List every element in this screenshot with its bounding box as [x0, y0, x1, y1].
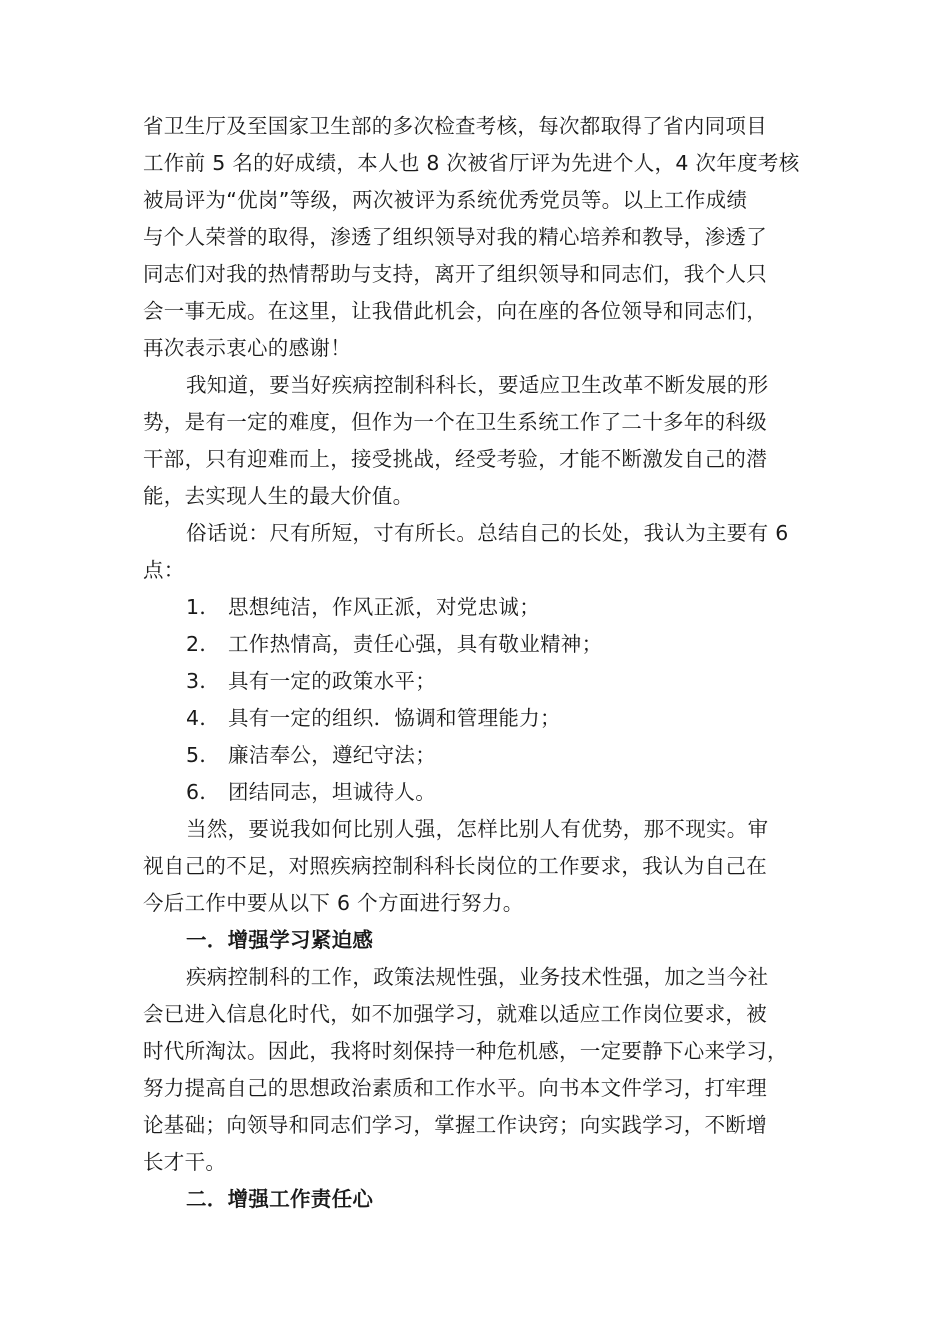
text-line: 长才干。 [143, 1150, 227, 1174]
list-item-number: 3． [186, 669, 221, 693]
list-item [143, 589, 813, 626]
list-item-text: 团结同志，坦诚待人。 [228, 780, 436, 804]
text-line: 疾病控制科的工作，政策法规性强，业务技术性强，加之当今社 [186, 965, 769, 989]
text-line: 干部，只有迎难而上，接受挑战，经受考验，才能不断激发自己的潜 [143, 447, 767, 471]
paragraph-strengths-intro [143, 515, 813, 589]
list-item-text: 具有一定的组织．恊调和管理能力； [228, 706, 561, 730]
text-line: 势，是有一定的难度，但作为一个在卫生系统工作了二十多年的科级 [143, 410, 767, 434]
section-heading-2: 二．增强工作责任心 [186, 1187, 374, 1211]
text-line: 再次表示衷心的感谢！ [143, 336, 351, 360]
list-item [143, 700, 813, 737]
text-line: 努力提高自己的思想政治素质和工作水平。向书本文件学习，打牢理 [143, 1076, 767, 1100]
list-item-number: 4． [186, 706, 221, 730]
list-item [143, 737, 813, 774]
text-line: 会一事无成。在这里，让我借此机会，向在座的各位领导和同志们， [143, 299, 767, 323]
list-item-number: 2． [186, 632, 221, 656]
list-item-number: 5． [186, 743, 221, 767]
list-item-text: 工作热情高，责任心强，具有敬业精神； [228, 632, 603, 656]
list-item-number: 6． [186, 780, 221, 804]
paragraph-learning [143, 959, 813, 1181]
text-line: 点： [143, 558, 185, 582]
list-item-text: 思想纯洁，作风正派，对党忠诚； [228, 595, 540, 619]
list-item [143, 626, 813, 663]
strengths-list [143, 589, 813, 811]
text-line: 同志们对我的热情帮助与支持，离开了组织领导和同志们，我个人只 [143, 262, 767, 286]
text-line: 我知道，要当好疾病控制科科长，要适应卫生改革不断发展的形 [186, 373, 769, 397]
text-line: 被局评为“优岗”等级，两次被评为系统优秀党员等。以上工作成绩 [143, 188, 748, 212]
text-line: 论基础；向领导和同志们学习，掌握工作诀窍；向实践学习，不断增 [143, 1113, 767, 1137]
text-line: 会已进入信息化时代，如不加强学习，就难以适应工作岗位要求，被 [143, 1002, 767, 1026]
list-item [143, 774, 813, 811]
list-item-number: 1． [186, 595, 221, 619]
document-page [143, 108, 813, 1218]
paragraph-improvement-intro [143, 811, 813, 922]
paragraph-achievements [143, 108, 813, 367]
text-line: 视自己的不足，对照疾病控制科科长岗位的工作要求，我认为自己在 [143, 854, 767, 878]
list-item-text: 廉洁奉公，遵纪守法； [228, 743, 436, 767]
paragraph-challenge [143, 367, 813, 515]
text-line: 省卫生厅及至国家卫生部的多次检查考核，每次都取得了省内同项目 [143, 114, 767, 138]
text-line: 时代所淘汰。因此，我将时刻保持一种危机感，一定要静下心来学习， [143, 1039, 788, 1063]
text-line: 俗话说：尺有所短，寸有所长。总结自己的长处，我认为主要有 6 [186, 521, 789, 545]
list-item-text: 具有一定的政策水平； [228, 669, 436, 693]
text-line: 当然，要说我如何比别人强，怎样比别人有优势，那不现实。审 [186, 817, 769, 841]
section-heading-1: 一．增强学习紧迫感 [186, 928, 374, 952]
text-line: 能，去实现人生的最大价值。 [143, 484, 414, 508]
text-line: 工作前 5 名的好成绩，本人也 8 次被省厅评为先进个人，4 次年度考核 [143, 151, 800, 175]
text-line: 与个人荣誉的取得，渗透了组织领导对我的精心培养和教导，渗透了 [143, 225, 767, 249]
text-line: 今后工作中要从以下 6 个方面进行努力。 [143, 891, 524, 915]
list-item [143, 663, 813, 700]
